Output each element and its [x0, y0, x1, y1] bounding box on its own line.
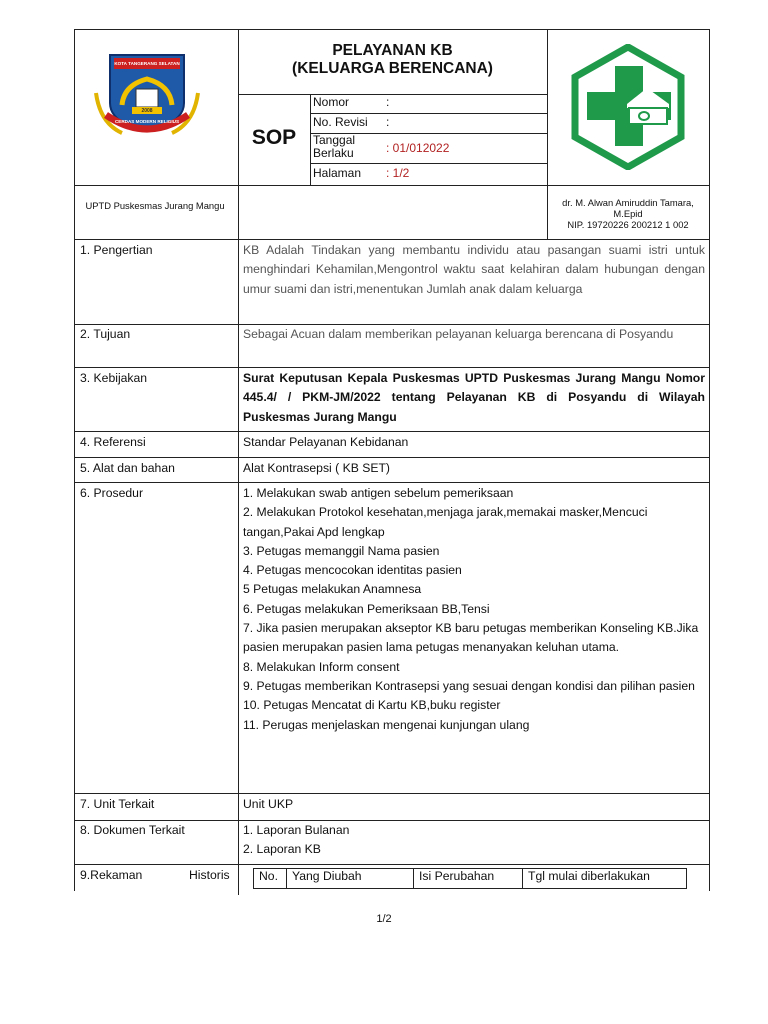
- meta-value-tanggal: : 01/012022: [386, 141, 450, 155]
- dokumen-item: 1. Laporan Bulanan: [243, 823, 350, 837]
- label-alat: 5. Alat dan bahan: [80, 461, 175, 475]
- label-referensi: 4. Referensi: [80, 435, 146, 449]
- text-alat: Alat Kontrasepsi ( KB SET): [243, 461, 390, 475]
- label-pengertian: 1. Pengertian: [80, 243, 153, 257]
- prosedur-step: 7. Jika pasien merupakan akseptor KB baru petugas memberikan Konseling KB.Jika pasien merupakan pasien lama petugas menanyakan keluhan utama.: [243, 621, 699, 655]
- label-unit-terkait: 7. Unit Terkait: [80, 797, 155, 811]
- text-referensi: Standar Pelayanan Kebidanan: [243, 435, 409, 449]
- meta-label-tanggal: Tanggal Berlaku: [313, 133, 356, 160]
- sop-label: SOP: [251, 126, 297, 149]
- page-number: 1/2: [376, 913, 392, 925]
- dokumen-item: 2. Laporan KB: [243, 842, 321, 856]
- page-title: [238, 42, 547, 78]
- text-kebijakan: Surat Keputusan Kepala Puskesmas UPTD Puskesmas Jurang Mangu Nomor 445.4/ / PKM-JM/2022 tentang Pelayanan KB di Posyandu di Wilayah Puskesmas Jurang Mangu: [243, 371, 705, 424]
- prosedur-step: 4. Petugas mencocokan identitas pasien: [243, 563, 462, 578]
- label-kebijakan: 3. Kebijakan: [80, 371, 148, 385]
- meta-value-revisi: :: [386, 115, 390, 129]
- prosedur-step: 8. Melakukan Inform consent: [243, 659, 400, 674]
- region-logo: [92, 45, 202, 137]
- unit-name: UPTD Puskesmas Jurang Mangu: [85, 200, 225, 211]
- logo-year: 2008: [141, 108, 153, 114]
- prosedur-step: 11. Perugas menjelaskan mengenai kunjungan ulang: [243, 717, 530, 732]
- title-line-1: PELAYANAN KB: [332, 42, 453, 59]
- puskesmas-logo: [571, 44, 685, 170]
- signer-nip: NIP. 19720226 200212 1 002: [567, 219, 689, 230]
- rekaman-header-tgl: Tgl mulai diberlakukan: [528, 869, 650, 883]
- title-line-2: (KELUARGA BERENCANA): [292, 60, 493, 77]
- text-tujuan: Sebagai Acuan dalam memberikan pelayanan keluarga berencana di Posyandu: [243, 327, 674, 341]
- meta-value-nomor: :: [386, 95, 390, 109]
- text-pengertian: KB Adalah Tindakan yang membantu individu atau pasangan suami istri untuk menghindari Kehamilan,Mengontrol waktu saat kelahiran dalam hubungan dengan umur suami dan istri,menentukan Jumlah anak dalam keluarga: [243, 243, 705, 296]
- meta-label-nomor: Nomor: [313, 95, 350, 109]
- text-unit-terkait: Unit UKP: [243, 797, 294, 811]
- prosedur-step: 1. Melakukan swab antigen sebelum pemeriksaan: [243, 486, 514, 500]
- label-prosedur: 6. Prosedur: [80, 486, 144, 500]
- prosedur-step: 3. Petugas memanggil Nama pasien: [243, 543, 440, 558]
- label-rekaman: 9.Rekaman: [80, 868, 143, 882]
- prosedur-step: 5 Petugas melakukan Anamnesa: [243, 582, 422, 597]
- rekaman-header-isi: Isi Perubahan: [419, 869, 495, 883]
- meta-value-halaman: : 1/2: [386, 166, 410, 180]
- rekaman-header-diubah: Yang Diubah: [292, 869, 362, 883]
- meta-label-revisi: No. Revisi: [313, 115, 368, 129]
- logo-motto: CERDAS MODERN RELIGIUS: [114, 119, 180, 124]
- signer-name: dr. M. Alwan Amiruddin Tamara, M.Epid: [562, 197, 694, 219]
- prosedur-step: 6. Petugas melakukan Pemeriksaan BB,Tensi: [243, 601, 490, 616]
- prosedur-step: 2. Melakukan Protokol kesehatan,menjaga jarak,memakai masker,Mencuci tangan,Pakai Apd lengkap: [243, 505, 648, 539]
- signer-block: [551, 197, 705, 230]
- rekaman-header-no: No.: [259, 869, 278, 883]
- label-tujuan: 2. Tujuan: [80, 327, 131, 341]
- prosedur-list: [243, 484, 708, 735]
- label-historis: Historis: [189, 868, 230, 882]
- prosedur-step: 10. Petugas Mencatat di Kartu KB,buku register: [243, 698, 501, 713]
- meta-label-halaman: Halaman: [313, 166, 362, 180]
- label-dokumen: 8. Dokumen Terkait: [80, 823, 185, 837]
- prosedur-step: 9. Petugas memberikan Kontrasepsi yang sesuai dengan kondisi dan pilihan pasien: [243, 678, 695, 693]
- logo-region-text: KOTA TANGERANG SELATAN: [114, 61, 180, 66]
